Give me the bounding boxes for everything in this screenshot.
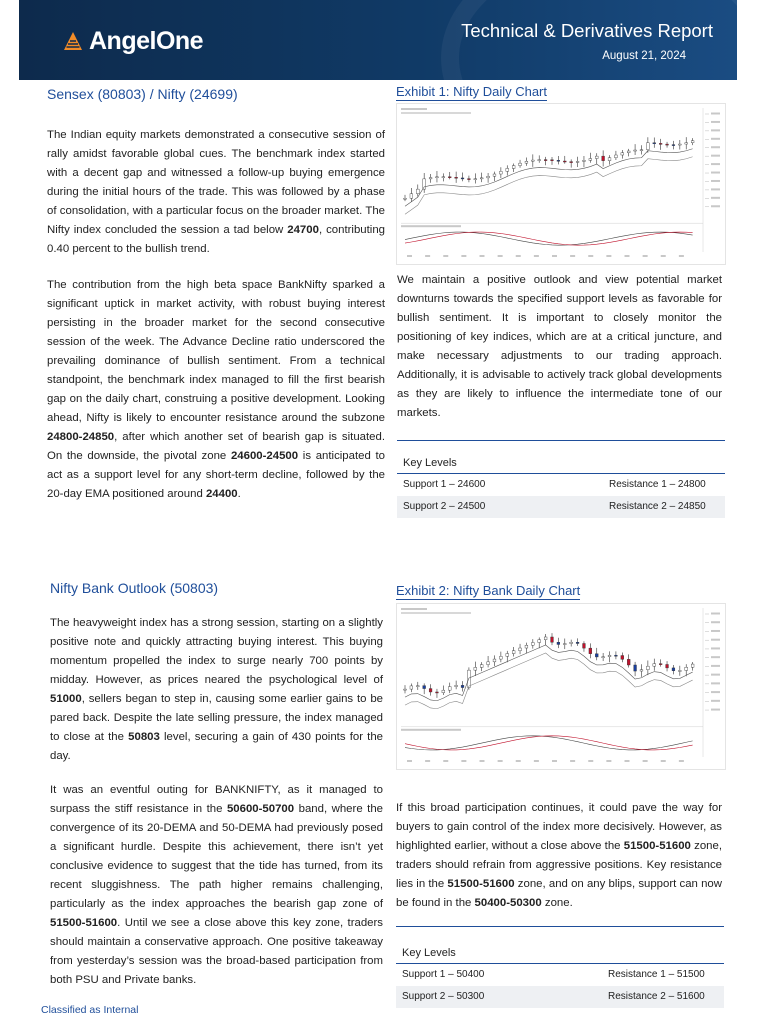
date-axis-label [606, 255, 611, 257]
candle [474, 179, 477, 180]
candle [551, 160, 554, 161]
candle [480, 178, 483, 179]
candle [493, 659, 496, 662]
support-level: Support 2 – 50300 [402, 991, 485, 1002]
price-axis-label [711, 639, 720, 641]
candle [659, 143, 662, 144]
candle [410, 686, 413, 689]
text-run: , sellers began to step in, causing some earlier gains to be pared back. Despite the late selling pressure, the index managed to close at the [50, 693, 383, 743]
date-axis-label [461, 255, 466, 257]
candle [512, 166, 515, 169]
date-axis-label [407, 760, 412, 762]
candle [531, 160, 534, 161]
candle [608, 158, 611, 161]
bold-level-text: 24400 [205, 488, 238, 500]
date-axis-label [534, 255, 539, 257]
price-axis-label [711, 180, 720, 182]
candle [634, 665, 637, 671]
candle [666, 144, 669, 145]
price-axis-label [711, 700, 720, 702]
candle [576, 642, 579, 643]
date-axis-label [534, 760, 539, 762]
candle [678, 144, 681, 145]
bank-nifty-heading: Nifty Bank Outlook (50803) [50, 580, 219, 596]
date-axis-label [461, 760, 466, 762]
key-levels-row [396, 964, 724, 986]
candle [653, 664, 656, 667]
key-levels-row [397, 496, 725, 518]
candle [678, 670, 681, 671]
date-axis-label [425, 760, 430, 762]
bank-paragraph-2 [50, 781, 383, 990]
bank-outlook-paragraph [396, 799, 722, 913]
candle [576, 161, 579, 162]
text-run: , contributing 0.40 percent to the bullish trend. [47, 224, 385, 255]
candle [627, 151, 630, 153]
candle [615, 655, 618, 656]
nifty-bank-daily-chart [396, 603, 726, 770]
candle [404, 198, 407, 199]
date-axis-label [552, 760, 557, 762]
price-axis-label [711, 155, 720, 157]
text-run: level, securing a gain of 430 points for the day. [50, 731, 383, 762]
price-axis-label [711, 656, 720, 658]
report-header [19, 0, 737, 80]
price-axis-label [711, 172, 720, 174]
price-axis-label [711, 188, 720, 190]
candle [685, 143, 688, 144]
candle [512, 651, 515, 654]
candle [672, 145, 675, 146]
candle [442, 690, 445, 693]
candle [468, 179, 471, 180]
candle [602, 657, 605, 658]
text-run: , after which another set of bearish gap is situated. On the downside, the pivotal zone [47, 431, 385, 462]
price-axis-label [711, 129, 720, 131]
chart-caption [401, 112, 471, 114]
date-axis-label [443, 760, 448, 762]
candle [640, 150, 643, 151]
date-axis-label [625, 760, 630, 762]
candle [436, 692, 439, 693]
support-level: Support 2 – 24500 [403, 501, 486, 512]
support-level: Support 1 – 24600 [403, 479, 486, 490]
text-run: It was an eventful outing for BANKNIFTY, as it managed to surpass the stiff resistance in the [50, 784, 383, 815]
candle [455, 685, 458, 686]
candle [634, 150, 637, 151]
key-levels-title: Key Levels [396, 927, 724, 964]
date-axis-label [643, 255, 648, 257]
price-axis-label [711, 709, 720, 711]
nifty-paragraph-1 [47, 126, 385, 259]
candle [544, 160, 547, 161]
candle [506, 168, 509, 171]
date-axis-label [625, 255, 630, 257]
candle [615, 155, 618, 158]
price-axis-label [711, 113, 720, 115]
price-axis-label [711, 138, 720, 140]
text-run: is anticipated to act as a support level for any short-term decline, followed by the 20-day EMA positioned around [47, 450, 385, 500]
exhibit-2-title: Exhibit 2: Nifty Bank Daily Chart [396, 583, 581, 598]
candle [691, 664, 694, 667]
candle [519, 648, 522, 651]
date-axis-label [570, 760, 575, 762]
date-axis-label [498, 760, 503, 762]
key-levels-title: Key Levels [397, 441, 725, 474]
report-date: August 21, 2024 [602, 50, 686, 62]
candle [410, 194, 413, 199]
candle [416, 686, 419, 687]
date-axis-label [498, 255, 503, 257]
candle [691, 141, 694, 143]
candle [646, 666, 649, 670]
bold-level-text: 50803 [128, 731, 160, 743]
candle [499, 171, 502, 174]
candle [436, 177, 439, 178]
resistance-level: Resistance 1 – 24800 [609, 479, 706, 490]
chart-caption [401, 108, 427, 110]
text-run: zone, traders should refrain from aggressive positions. Key resistance lies in the [396, 840, 722, 890]
bold-level-text: 24600-24500 [230, 450, 299, 462]
candle [429, 177, 432, 178]
bold-level-text: 50400-50300 [474, 897, 542, 909]
resistance-level: Resistance 2 – 51600 [608, 991, 705, 1002]
candle [493, 174, 496, 176]
price-axis-label [711, 682, 720, 684]
candle [404, 689, 407, 690]
chart-caption [401, 608, 427, 610]
bold-level-text: 24700 [287, 224, 319, 236]
date-axis-label [661, 760, 666, 762]
date-axis-label [679, 255, 684, 257]
angelone-logo-icon [62, 30, 84, 52]
text-run: The contribution from the high beta space BankNifty sparked a significant uptick in market activity, with robust buying interest persisting in the broader market for the second consecutive session of the week. The Advance Decline ratio underscored the prevailing dominance of bullish sentiment. From a technical standpoint, the benchmark index managed to fill the first bearish gap on the daily chart, construing a positive development. Looking ahead, Nifty is likely to encounter resistance around the subzone [47, 279, 385, 424]
chart-caption [401, 612, 471, 614]
candle [499, 656, 502, 659]
price-axis-label [711, 665, 720, 667]
resistance-level: Resistance 1 – 51500 [608, 969, 705, 980]
candle [442, 177, 445, 178]
candle [474, 667, 477, 670]
candle [583, 160, 586, 161]
bold-level-text: 50600-50700 [226, 803, 295, 815]
text-run: The heavyweight index has a strong session, starting on a slightly positive note and quickly attracting buying interest. This buying momentum propelled the index to surge nearly 700 points by midday. However, as prices neared the psychological level of [50, 617, 383, 686]
candle [672, 668, 675, 671]
text-run: zone, and on any blips, support can now be found in the [396, 878, 722, 909]
candle [525, 645, 528, 648]
price-axis-label [711, 630, 720, 632]
candle [551, 637, 554, 642]
angelone-logo [62, 24, 203, 58]
candle [531, 642, 534, 645]
candle [621, 153, 624, 155]
candle [538, 640, 541, 643]
text-run: We maintain a positive outlook and view potential market downturns towards the specified support levels as favorable for bullish sentiment. It is important to closely monitor the positioning of key indices, which are at a critical juncture, and make necessary adjustments to our trading approach. Additionally, it is advisable to actively track global developments as they are likely to influence the intermediate tone of our markets. [397, 274, 722, 419]
price-axis-label [711, 674, 720, 676]
candle [602, 156, 605, 161]
text-run: band, where the convergence of its 20-DEMA and 50-DEMA had previously posed a significant hurdle. Despite this achievement, there isn’t yet conclusive evidence to suggest that the tide has turned, from its recent sluggishness. The path higher remains challenging, particularly as the index approaches the bearish gap zone of [50, 803, 383, 910]
candle [595, 654, 598, 657]
nifty-paragraph-2 [47, 276, 385, 504]
candle [506, 654, 509, 657]
key-levels-row [396, 986, 724, 1008]
date-axis-label [516, 255, 521, 257]
oscillator-caption [401, 225, 461, 227]
date-axis-label [480, 760, 485, 762]
price-axis-label [711, 146, 720, 148]
candle [544, 637, 547, 640]
text-run: . Until we see a close above this key zone, traders should maintain a conservative approach. One positive takeaway from yesterday’s session was the broad-based participation from both PSU and Private banks. [50, 917, 383, 986]
date-axis-label [588, 760, 593, 762]
nifty-daily-chart [396, 103, 726, 265]
candle [423, 179, 426, 189]
bold-level-text: 51000 [50, 693, 82, 705]
resistance-level: Resistance 2 – 24850 [609, 501, 706, 512]
candle [480, 665, 483, 668]
bold-level-text: 24800-24850 [47, 431, 115, 443]
date-axis-label [480, 255, 485, 257]
date-axis-label [552, 255, 557, 257]
nifty-key-levels-table [397, 440, 725, 518]
candle [461, 178, 464, 179]
key-levels-row [397, 474, 725, 496]
date-axis-label [643, 760, 648, 762]
candle [563, 161, 566, 162]
candle [423, 686, 426, 689]
candle [487, 176, 490, 178]
candle [627, 659, 630, 665]
text-run: If this broad participation continues, it could pave the way for buyers to gain control of the index more decisively. However, as highlighted earlier, without a close above the [396, 802, 722, 852]
bold-level-text: 51500-51600 [50, 917, 118, 929]
candle [416, 189, 419, 194]
candle [570, 162, 573, 163]
price-axis-label [711, 205, 720, 207]
support-level: Support 1 – 50400 [402, 969, 485, 980]
oscillator-caption [401, 729, 461, 731]
candle [461, 685, 464, 687]
candle [570, 642, 573, 643]
price-axis-label [711, 691, 720, 693]
date-axis-label [588, 255, 593, 257]
date-axis-label [679, 760, 684, 762]
price-axis-label [711, 163, 720, 165]
candle [448, 687, 451, 691]
candle [589, 159, 592, 161]
price-axis-label [711, 197, 720, 199]
candle [455, 177, 458, 178]
candle [621, 656, 624, 660]
chart-background [397, 104, 725, 264]
candle [608, 655, 611, 657]
candle [640, 670, 643, 671]
candle [653, 143, 656, 144]
candle [538, 160, 541, 161]
nifty-heading: Sensex (80803) / Nifty (24699) [47, 86, 238, 102]
date-axis-label [570, 255, 575, 257]
bank-key-levels-table [396, 926, 724, 1008]
price-axis-label [711, 647, 720, 649]
bold-level-text: 51500-51600 [447, 878, 515, 890]
text-run: The Indian equity markets demonstrated a consecutive session of rally amidst favorable global cues. The benchmark index started with a decent gap and witnessed a follow-up buying emergence during the initial hours of the trade. This was followed by a phase of consolidation, with a particular focus on the broader market. The Nifty index concluded the session a tad below [47, 129, 385, 236]
price-axis-label [711, 613, 720, 615]
candle [659, 664, 662, 665]
classification-label: Classified as Internal [41, 1004, 139, 1016]
candle [589, 648, 592, 654]
date-axis-label [443, 255, 448, 257]
candle [519, 163, 522, 165]
candle [666, 664, 669, 667]
text-run: . [237, 488, 241, 500]
candle [487, 662, 490, 665]
text-run: zone. [541, 897, 573, 909]
candle [646, 143, 649, 150]
price-axis-label [711, 121, 720, 123]
price-axis-label [711, 621, 720, 623]
report-title: Technical & Derivatives Report [461, 20, 713, 41]
candle [525, 161, 528, 163]
date-axis-label [407, 255, 412, 257]
bold-level-text: 51500-51600 [623, 840, 691, 852]
candle [557, 160, 560, 161]
candle [448, 177, 451, 178]
exhibit-1-title: Exhibit 1: Nifty Daily Chart [396, 84, 547, 99]
candle [583, 643, 586, 648]
candle [595, 156, 598, 158]
date-axis-label [425, 255, 430, 257]
date-axis-label [661, 255, 666, 257]
date-axis-label [606, 760, 611, 762]
candle [429, 689, 432, 692]
bank-paragraph-1 [50, 614, 383, 766]
date-axis-label [516, 760, 521, 762]
candle [557, 642, 560, 644]
candle [563, 644, 566, 645]
candle [685, 667, 688, 670]
nifty-outlook-paragraph [397, 271, 722, 423]
brand-name: AngelOne [89, 26, 204, 55]
